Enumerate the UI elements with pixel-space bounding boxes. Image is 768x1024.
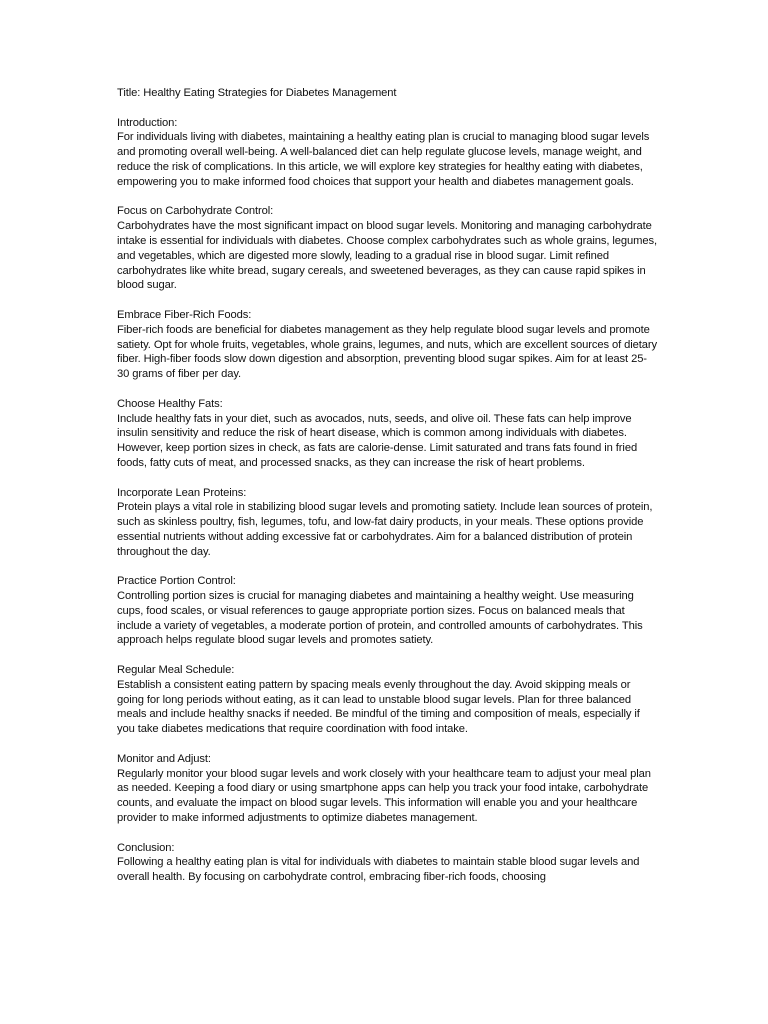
intro-body: For individuals living with diabetes, maintaining a healthy eating plan is crucial to managing blood sugar levels and promoting overall well-being. A well-balanced diet can help regulate glucose levels, manage weight, and reduce the risk of complications. In this article, we will explore key strategies for healthy eating with diabetes, empowering you to make informed food choices that support your health and diabetes management goals. <box>117 131 650 188</box>
section-heading: Focus on Carbohydrate Control: <box>117 205 274 218</box>
section-heading: Choose Healthy Fats: <box>117 397 223 410</box>
section-carbohydrate-control <box>117 204 657 293</box>
section-heading: Regular Meal Schedule: <box>117 664 235 677</box>
intro-heading: Introduction: <box>117 116 178 129</box>
section-heading: Conclusion: <box>117 841 175 854</box>
section-body: Regularly monitor your blood sugar levels and work closely with your healthcare team to adjust your meal plan as needed. Keeping a food diary or using smartphone apps can help you track your food intake, carbohydrate counts, and evaluate the impact on blood sugar levels. This information will enable you and your healthcare provider to make informed adjustments to optimize diabetes management. <box>117 767 651 825</box>
section-lean-proteins <box>117 486 657 560</box>
section-heading: Monitor and Adjust: <box>117 752 211 765</box>
section-heading: Practice Portion Control: <box>117 575 236 588</box>
section-body: Include healthy fats in your diet, such as avocados, nuts, seeds, and olive oil. These fats can help improve insulin sensitivity and reduce the risk of heart disease, which is common among individuals with diabetes. However, keep portion sizes in check, as fats are calorie-dense. Limit saturated and trans fats found in fried foods, fatty cuts of meat, and processed snacks, as they can increase the risk of heart problems. <box>117 412 638 469</box>
section-heading: Embrace Fiber-Rich Foods: <box>117 308 252 321</box>
section-fiber-rich-foods <box>117 308 657 382</box>
section-portion-control <box>117 574 657 648</box>
intro-section <box>117 116 657 190</box>
section-body: Protein plays a vital role in stabilizing blood sugar levels and promoting satiety. Include lean sources of protein, such as skinless poultry, fish, legumes, tofu, and low-fat dairy products, in your meals. These options provide essential nutrients without adding excessive fat or carbohydrates. Aim for a balanced distribution of protein throughout the day. <box>117 501 653 558</box>
section-meal-schedule <box>117 663 657 737</box>
section-conclusion <box>117 841 657 885</box>
section-body: Fiber-rich foods are beneficial for diabetes management as they help regulate blood sugar levels and promote satiety. Opt for whole fruits, vegetables, whole grains, legumes, and nuts, which are excellent sources of dietary fiber. High-fiber foods slow down digestion and absorption, preventing blood sugar spikes. Aim for at least 25-30 grams of fiber per day. <box>117 323 657 381</box>
section-healthy-fats <box>117 397 657 471</box>
section-monitor-adjust <box>117 752 657 826</box>
document-page <box>117 86 657 885</box>
section-body: Controlling portion sizes is crucial for managing diabetes and maintaining a healthy weight. Use measuring cups, food scales, or visual references to gauge appropriate portion sizes. Focus on balanced meals that include a variety of vegetables, a moderate portion of protein, and controlled amounts of carbohydrates. This approach helps regulate blood sugar levels and promotes satiety. <box>117 590 643 647</box>
section-body: Carbohydrates have the most significant impact on blood sugar levels. Monitoring and managing carbohydrate intake is essential for individuals with diabetes. Choose complex carbohydrates such as whole grains, legumes, and vegetables, which are digested more slowly, leading to a gradual rise in blood sugar. Limit refined carbohydrates like white bread, sugary cereals, and sweetened beverages, as they can cause rapid spikes in blood sugar. <box>117 220 657 292</box>
document-title: Title: Healthy Eating Strategies for Diabetes Management <box>117 87 397 99</box>
section-body: Following a healthy eating plan is vital for individuals with diabetes to maintain stable blood sugar levels and overall health. By focusing on carbohydrate control, embracing fiber-rich foods, choosing <box>117 856 640 884</box>
section-heading: Incorporate Lean Proteins: <box>117 486 247 499</box>
section-body: Establish a consistent eating pattern by spacing meals evenly throughout the day. Avoid skipping meals or going for long periods without eating, as it can lead to unstable blood sugar levels. Plan for three balanced meals and include healthy snacks if needed. Be mindful of the timing and composition of meals, especially if you take diabetes medications that require coordination with food intake. <box>117 678 640 736</box>
